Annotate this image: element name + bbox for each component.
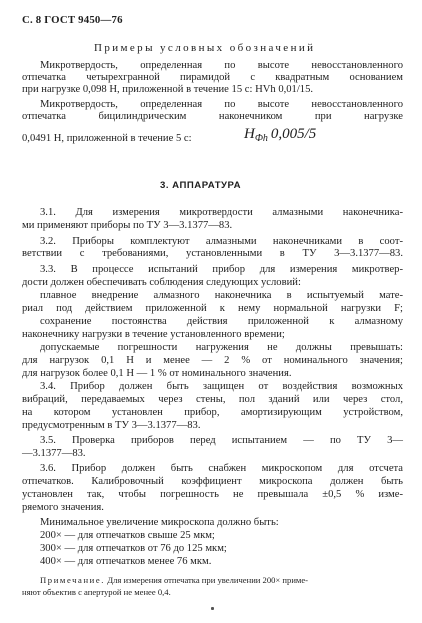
p33-line5: сохранение постоянства действия приложенной к алмазному [40, 316, 403, 327]
p34-line2: вибраций, передаваемых через стены, пол зданий или через стол, [22, 394, 403, 405]
p31-line2: ми применяют приборы по ТУ 3—3.1377—83. [22, 220, 233, 231]
p34-line3: на котором установлен прибор, амортизирующим устройством, [22, 407, 403, 418]
section-title: 3. АППАРАТУРА [160, 180, 242, 191]
p36-line1: 3.6. Прибор должен быть снабжен микроскопом для отсчета [40, 463, 403, 474]
examples-title: Примеры условных обозначений [94, 42, 316, 54]
p35-line2: —3.1377—83. [22, 448, 86, 459]
examples-p1-line2: отпечатка четырехгранной пирамидой с квадратным основанием [22, 72, 403, 83]
formula-subscript: Фh [254, 133, 268, 145]
note-line1 [40, 575, 308, 586]
p36-line3: установлен так, чтобы погрешность не превышала ±0,5 % изме- [22, 489, 403, 500]
examples-p2-line1: Микротвердость, определенная по высоте невосстановленного [40, 99, 403, 110]
p34-line1: 3.4. Прибор должен быть защищен от воздействия возможных [40, 381, 403, 392]
magnification-400: 400× — для отпечатков менее 76 мкм. [40, 556, 212, 567]
p36-line5: Минимальное увеличение микроскопа должно быть: [40, 517, 279, 528]
p36-line4: ряемого значения. [22, 502, 104, 513]
p35-line1: 3.5. Проверка приборов перед испытанием — по ТУ 3— [40, 435, 403, 446]
note-label: Примечание. [40, 575, 106, 585]
examples-p2-line2: отпечатка бицилиндрическим наконечником при нагрузке [22, 111, 403, 122]
hardness-formula [244, 128, 316, 145]
p32-line2: ветствии с требованиями, установленными в ТУ 3—3.1377—83. [22, 248, 403, 259]
p33-line6: наконечнику нагрузки в течение установленного времени; [22, 329, 285, 340]
note-text: Для измерения отпечатка при увеличении 200× приме- [107, 575, 309, 585]
page-speck [211, 607, 214, 610]
examples-p2-line3: 0,0491 Н, приложенной в течение 5 с: [22, 133, 192, 144]
p33-line8: для нагрузок 0,1 Н и менее — 2 % от номинального значения; [22, 355, 403, 366]
p33-line3: плавное внедрение алмазного наконечника в испытуемый мате- [40, 290, 403, 301]
magnification-200: 200× — для отпечатков свыше 25 мкм; [40, 530, 215, 541]
p33-line9: для нагрузок более 0,1 Н — 1 % от номинального значения. [22, 368, 292, 379]
page-header: С. 8 ГОСТ 9450—76 [22, 14, 123, 26]
formula-value: 0,005/5 [270, 126, 317, 142]
p31-line1: 3.1. Для измерения микротвердости алмазными наконечника- [40, 207, 403, 218]
note-line2: няют объектив с апертурой не менее 0,4. [22, 587, 171, 597]
examples-p1-line1: Микротвердость, определенная по высоте невосстановленного [40, 60, 403, 71]
p33-line7: допускаемые погрешности нагружения не должны превышать: [40, 342, 403, 353]
p33-line2: дости должен обеспечивать соблюдения следующих условий: [22, 277, 301, 288]
p32-line1: 3.2. Приборы комплектуют алмазными наконечниками в соот- [40, 236, 403, 247]
examples-p1-line3: при нагрузке 0,098 Н, приложенной в течение 15 с: HVh 0,01/15. [22, 84, 314, 95]
formula-symbol: Н [244, 126, 255, 142]
p33-line1: 3.3. В процессе испытаний прибор для измерения микротвер- [40, 264, 403, 275]
p36-line2: отпечатков. Калибровочный коэффициент микроскопа должен быть [22, 476, 403, 487]
p34-line4: предусмотренным в ТУ 3—3.1377—83. [22, 420, 201, 431]
p33-line4: риал под действием приложенной к нему нормальной нагрузки F; [22, 303, 403, 314]
magnification-300: 300× — для отпечатков от 76 до 125 мкм; [40, 543, 227, 554]
